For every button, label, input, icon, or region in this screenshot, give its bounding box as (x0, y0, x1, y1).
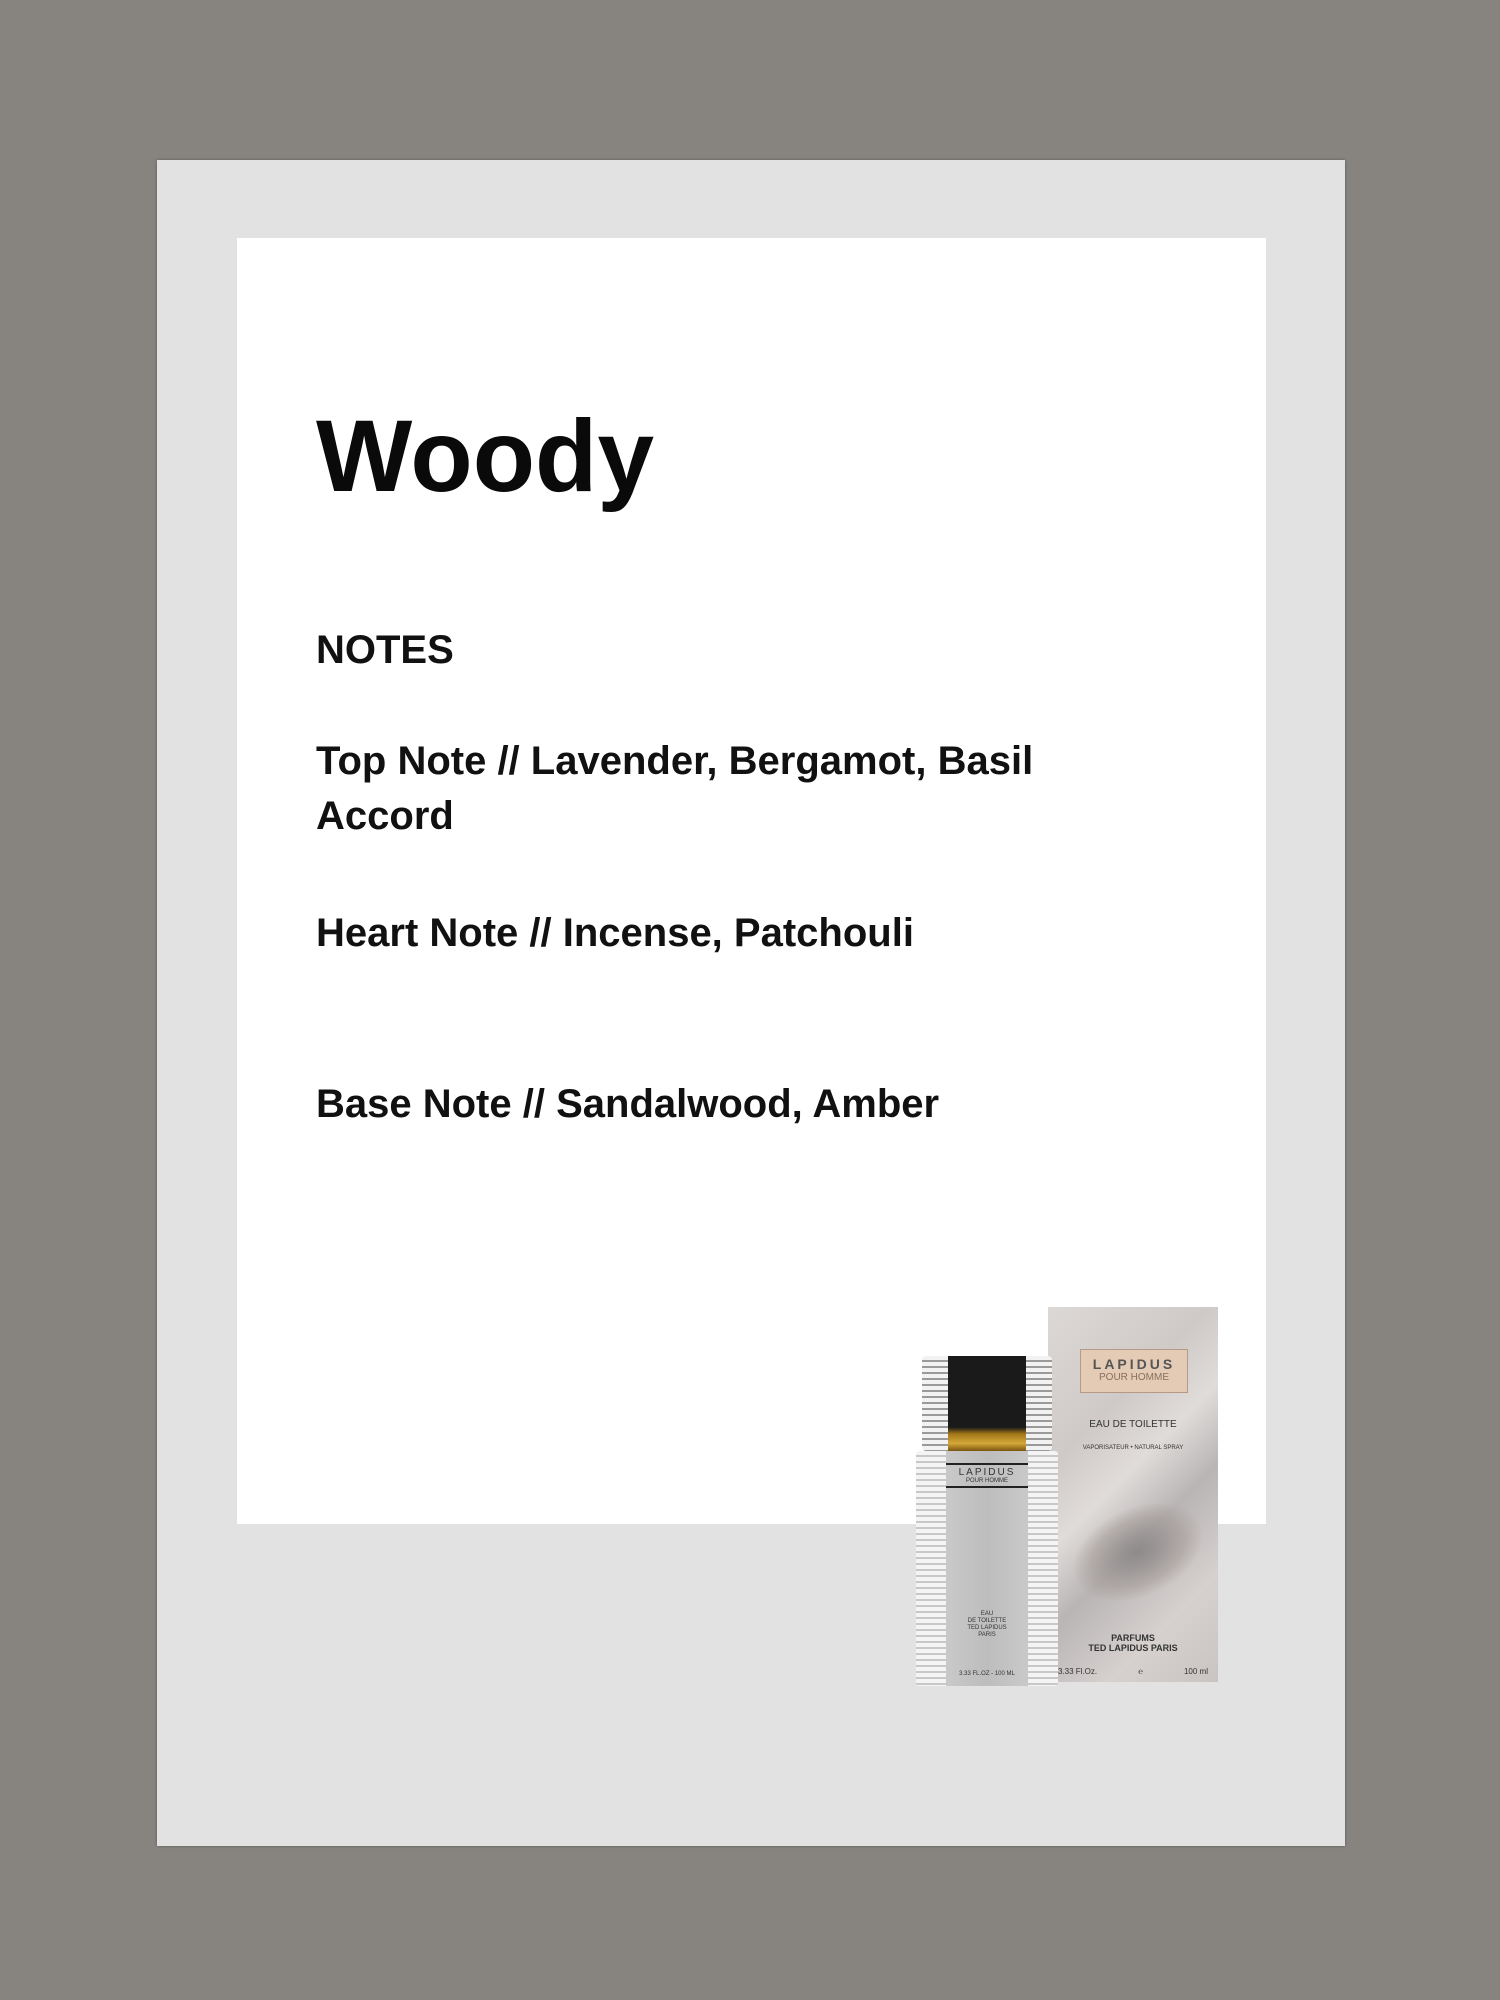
perfume-box (1048, 1307, 1218, 1682)
top-note-line2: Accord (316, 794, 454, 838)
bottle-label (946, 1451, 1028, 1686)
estimated-mark: ℮ (1138, 1667, 1143, 1676)
notes-heading: NOTES (316, 628, 454, 672)
box-spray: VAPORISATEUR • NATURAL SPRAY (1082, 1445, 1184, 1451)
heart-note: Heart Note // Incense, Patchouli (316, 911, 914, 955)
box-maker-line1: PARFUMS (1111, 1633, 1155, 1643)
bottle-line3: TED LAPIDUS (967, 1625, 1007, 1631)
box-subtitle: POUR HOMME (1099, 1372, 1169, 1383)
bottle-line1: EAU (980, 1611, 994, 1617)
box-label (1080, 1349, 1188, 1393)
product-image (912, 1300, 1224, 1690)
box-maker (1048, 1633, 1218, 1653)
bottle-line4: PARIS (978, 1632, 996, 1638)
bottle-subtitle: POUR HOMME (946, 1478, 1028, 1488)
bottle-volume: 3.33 FL.OZ - 100 ML (959, 1671, 1015, 1677)
page-title: Woody (316, 399, 655, 513)
perfume-bottle (916, 1356, 1058, 1686)
bottle-brand: LAPIDUS (946, 1463, 1028, 1478)
box-volume (1058, 1667, 1208, 1676)
bottle-body (916, 1451, 1058, 1686)
box-volume-ml: 100 ml (1183, 1667, 1208, 1676)
top-note (316, 734, 1033, 844)
box-brand: LAPIDUS (1092, 1356, 1176, 1372)
box-volume-oz: 3.33 Fl.Oz. (1058, 1667, 1098, 1676)
marble-pattern (1056, 1482, 1221, 1623)
base-note: Base Note // Sandalwood, Amber (316, 1082, 940, 1126)
bottle-cap (922, 1356, 1052, 1451)
box-maker-line2: TED LAPIDUS PARIS (1088, 1643, 1178, 1653)
top-note-line1: Top Note // Lavender, Bergamot, Basil (316, 739, 1034, 783)
bottle-line2: DE TOILETTE (967, 1618, 1007, 1624)
bottle-text (946, 1611, 1028, 1639)
box-type: EAU DE TOILETTE (1089, 1419, 1177, 1430)
